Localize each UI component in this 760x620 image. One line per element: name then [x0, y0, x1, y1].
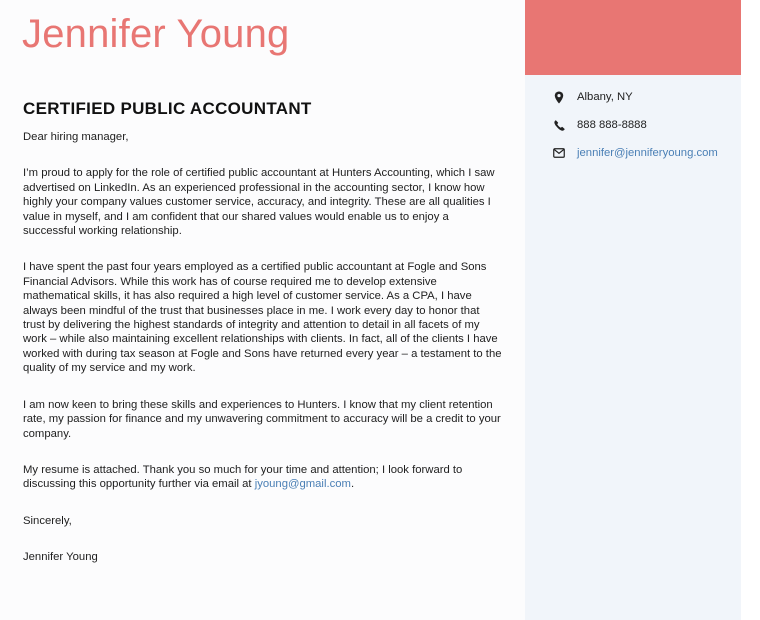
letter-body	[23, 130, 503, 587]
letter-paragraph-4-text: My resume is attached. Thank you so much for your time and attention; I look forward to discussing this opportunity further via email at	[23, 463, 463, 491]
contact-email	[551, 146, 741, 160]
letter-greeting: Dear hiring manager,	[23, 131, 129, 143]
contact-list	[551, 90, 741, 174]
letter-closing: Sincerely,	[23, 514, 72, 527]
letter-paragraph-3: I am now keen to bring these skills and experiences to Hunters. I know that my client retention rate, my passion for finance and my unwavering commitment to accuracy will be a credit to your company.	[23, 398, 501, 440]
contact-location	[551, 90, 741, 104]
job-title: CERTIFIED PUBLIC ACCOUNTANT	[23, 99, 312, 118]
letter-paragraph-4-end: .	[350, 478, 355, 491]
sidebar-accent-block	[525, 0, 741, 75]
envelope-icon	[551, 146, 567, 160]
contact-phone-text: 888 888-8888	[577, 119, 647, 131]
letter-paragraph-2: I have spent the past four years employed as a certified public accountant at Fogle and Sons Financial Advisors. While this work has of course required me to develop extensive mathematical skills, it has also required a high level of customer service. As a CPA, I have always been mindful of the trust that businesses place in me. I work every day to honor that trust by delivering the highest standards of integrity and attention to detail in all facets of my work – while also maintaining excellent relationships with clients. In fact, all of the clients I have worked with during tax season at Fogle and Sons have returned every year – a testament to the quality of my service and my work.	[23, 261, 502, 375]
contact-location-text: Albany, NY	[577, 91, 633, 103]
contact-sidebar	[525, 0, 741, 620]
phone-icon	[551, 118, 567, 132]
letter-email-link[interactable]: jyoung@gmail.com	[254, 478, 351, 491]
letter-paragraph-1: I’m proud to apply for the role of certified public accountant at Hunters Accounting, which I saw advertised on LinkedIn. As an experienced professional in the accounting sector, I know how highly your company values customer service, accuracy, and integrity. These are all qualities I value in myself, and I am confident that our shared values would enable us to enjoy a successful working relationship.	[23, 167, 495, 238]
applicant-name: Jennifer Young	[22, 12, 290, 56]
letter-signature: Jennifer Young	[23, 551, 98, 564]
location-pin-icon	[551, 90, 567, 104]
letter-paragraph-4	[23, 463, 503, 492]
contact-email-link[interactable]: jennifer@jenniferyoung.com	[577, 147, 718, 159]
contact-phone	[551, 118, 741, 132]
